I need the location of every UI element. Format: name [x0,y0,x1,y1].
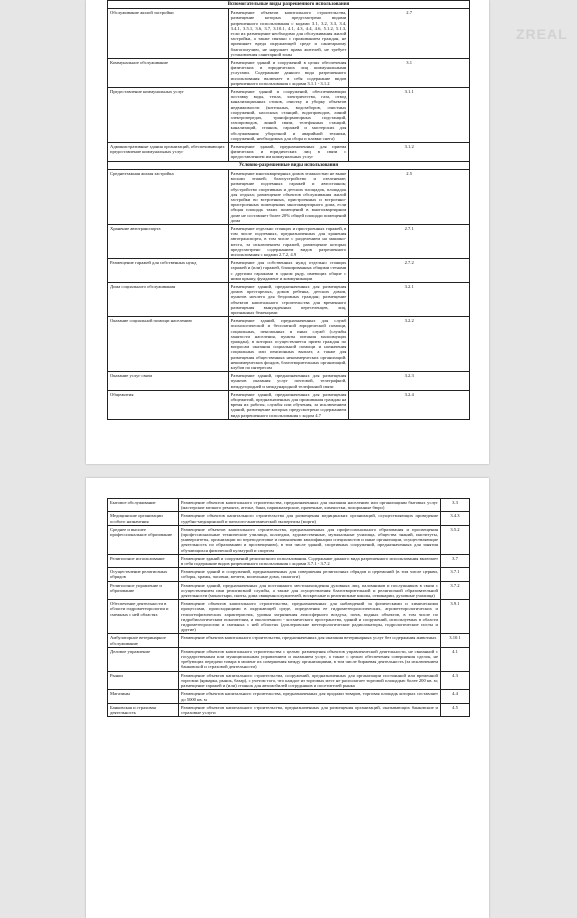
land-use-description: Размещение объектов капитального строительства с целью: размещения объектов управленческой деятельности, не связанной с государственным или муниципальным управлением и оказанием услуг, а также с целью обеспечения совершения сделок, не требующих передачи товара в момент их совершения между организациями, в том числе биржевая деятельность (за исключением банковской и страховой деятельности) [179,647,441,671]
land-use-description: Размещение зданий, предназначенных для размещения пунктов оказания услуг почтовой, телеграфной, междугородней и международной телефонной связи [228,372,349,391]
land-use-name: Осуществление религиозных обрядов [108,568,179,581]
table-row [108,512,470,525]
table-row [108,224,470,258]
land-use-code: 3.7.2 [441,581,470,600]
table-row [108,88,470,143]
table-row [108,703,470,716]
land-use-description: Размещение объектов капитального строительства для размещения медицинских организаций, осуществляющих проведение судебно-медицинской и патолого-анатомической экспертизы (морги) [179,512,441,525]
table-row [108,600,470,634]
section-header-row [108,1,470,9]
table-row [108,143,470,162]
land-use-name: Обеспечение деятельности в области гидрометеорологии и смежных с ней областях [108,600,179,634]
land-use-description: Размещение зданий и сооружений в целях обеспечения физических и юридических лиц коммунальными услугами. Содержание данного вида разрешенного использования включает в себя содержание видов разрешенного использования с кодами 3.1.1 - 3.1.2 [228,59,349,88]
land-use-name: Религиозное использование [108,554,179,567]
land-use-description: Размещение зданий и сооружений, предназначенных для совершения религиозных обрядов и церемоний (в том числе церкви, соборы, храмы, часовни, мечети, молельные дома, синагоги) [179,568,441,581]
land-use-name: Среднеэтажная жилая застройка [108,169,229,224]
land-use-code: 3.2.1 [349,282,470,316]
land-use-description: Размещение для собственных нужд отдельно стоящих гаражей и (или) гаражей, блокированных общими стенами с другими гаражами в одном ряду, имеющих общие с ними крышу, фундамент и коммуникации [228,259,349,283]
land-use-description: Размещение объектов капитального строительства, предназначенных для оказания населению или организациям бытовых услуг (мастерские мелкого ремонта, ателье, бани, парикмахерские, прачечные, химчистки, похоронные бюро) [179,499,441,512]
table-row [108,581,470,600]
land-use-name: Медицинские организации особого назначения [108,512,179,525]
land-use-name: Бытовое обслуживание [108,499,179,512]
land-use-code: 4.5 [441,703,470,716]
table-row [108,525,470,554]
land-use-code: 2.7.1 [349,224,470,258]
land-use-name: Религиозное управление и образование [108,581,179,600]
land-use-name: Рынки [108,671,179,690]
land-use-code: 3.1 [349,59,470,88]
land-use-name: Предоставление коммунальных услуг [108,88,229,143]
land-use-code: 4.1 [441,647,470,671]
land-use-description: Размещение отдельно стоящих и пристроенных гаражей, в том числе подземных, предназначенных для хранения автотранспорта, в том числе с разделением на машино-места, за исключением гаражей, размещение которых предусмотрено содержанием видов разрешенного использования с кодами 2.7.2, 4.9 [228,224,349,258]
land-use-code: 3.3 [441,499,470,512]
table-row [108,554,470,567]
land-use-code: 2.7.2 [349,259,470,283]
land-use-code: 2.5 [349,169,470,224]
land-use-table-part-1 [107,0,470,420]
land-use-code: 3.2.3 [349,372,470,391]
land-use-name: Обслуживание жилой застройки [108,9,229,59]
land-use-code: 3.4.3 [441,512,470,525]
land-use-name: Среднее и высшее профессиональное образование [108,525,179,554]
land-use-description: Размещение зданий, предназначенных для размещения общежитий, предназначенных для проживания граждан на время их работы, службы или обучения, за исключением зданий, размещение которых предусмотрено содержанием вида разрешенного использования с кодом 4.7 [228,390,349,419]
land-use-name: Общежития [108,390,229,419]
land-use-description: Размещение объектов капитального строительства, размещение которых предусмотрено видами разрешенного использования с кодами 3.1, 3.2, 3.3, 3.4, 3.4.1, 3.5.1, 3.6, 3.7, 3.10.1, 4.1, 4.3, 4.4, 4.6, 5.1.2, 5.1.3, если их размещение необходимо для обслуживания жилой застройки, а также связано с проживанием граждан, не причиняет вреда окружающей среде и санитарному благополучию, не нарушает права жителей, не требует установления санитарной зоны [228,9,349,59]
land-use-code: 3.9.1 [441,600,470,634]
land-use-name: Размещение гаражей для собственных нужд [108,259,229,283]
land-use-code: 3.1.1 [349,88,470,143]
land-use-code: 3.7 [441,554,470,567]
table-row [108,634,470,647]
land-use-name: Деловое управление [108,647,179,671]
land-use-code: 4.4 [441,690,470,703]
table-row [108,671,470,690]
land-use-name: Хранение автотранспорта [108,224,229,258]
land-use-description: Размещение зданий и сооружений, обеспечивающих поставку воды, тепла, электричества, газа, отвод канализационных стоков, очистку и уборку объектов недвижимости (котельных, водозаборов, очистных сооружений, насосных станций, водопроводов, линий электропередач, трансформаторных подстанций, газопроводов, линий связи, телефонных станций, канализаций, стоянок, гаражей и мастерских для обслуживания уборочной и аварийной техники, сооружений, необходимых для сбора и плавки снега) [228,88,349,143]
land-use-description: Размещение зданий, предназначенных для постоянного местонахождения духовных лиц, паломников и послушников в связи с осуществлением ими религиозной службы, а также для осуществления благотворительной и религиозной образовательной деятельности (монастыри, скиты, дома священнослужителей, воскресные и религиозные школы, семинарии, духовные училища) [179,581,441,600]
land-use-code: 3.2.4 [349,390,470,419]
land-use-code: 3.10.1 [441,634,470,647]
land-use-name: Коммунальное обслуживание [108,59,229,88]
land-use-code: 3.1.2 [349,143,470,162]
land-use-name: Административные здания организаций, обеспечивающих предоставление коммунальных услуг [108,143,229,162]
land-use-description: Размещение объектов капитального строительства, предназначенных для оказания ветеринарных услуг без содержания животных [179,634,441,647]
land-use-name: Оказание услуг связи [108,372,229,391]
table-row [108,390,470,419]
table-row [108,282,470,316]
land-use-name: Дома социального обслуживания [108,282,229,316]
land-use-description: Размещение объектов капитального строительства, сооружений, предназначенных для организации постоянной или временной торговли (ярмарка, рынок, базар), с учетом того, что каждое из торговых мест не располагает торговой площадью более 200 кв. м; размещение гаражей и (или) стоянок для автомобилей сотрудников и посетителей рынка [179,671,441,690]
land-use-description: Размещение многоквартирных домов этажностью не выше восьми этажей; благоустройство и озеленение; размещение подземных гаражей и автостоянок; обустройство спортивных и детских площадок, площадок для отдыха; размещение объектов обслуживания жилой застройки во встроенных, пристроенных и встроенно-пристроенных помещениях многоквартирного дома, если общая площадь таких помещений в многоквартирном доме не составляет более 20% общей площади помещений дома [228,169,349,224]
document-page-2 [86,478,489,918]
table-row [108,690,470,703]
table-row [108,259,470,283]
table-row [108,372,470,391]
land-use-description: Размещение объектов капитального строительства, предназначенных для наблюдений за физическими и химическими процессами, происходящими в окружающей среде, определения ее гидрометеорологических, агрометеорологических и гелиогеофизических характеристик, уровня загрязнения атмосферного воздуха, почв, водных объектов, в том числе по гидробиологическим показателям, и околоземного - космического пространства, зданий и сооружений, используемых в области гидрометеорологии и смежных с ней областях (доплеровские метеорологические радиолокаторы, гидрологические посты и другие) [179,600,441,634]
land-use-description: Размещение зданий, предназначенных для приема физических и юридических лиц в связи с предоставлением им коммунальных услуг [228,143,349,162]
land-use-code: 3.7.1 [441,568,470,581]
land-use-code: 2.7 [349,9,470,59]
land-use-description: Размещение объектов капитального строительства, предназначенных для размещения организаций, оказывающих банковские и страховые услуги [179,703,441,716]
land-use-description: Размещение зданий, предназначенных для служб психологической и бесплатной юридической помощи, социальных, пенсионных и иных служб (службы занятости населения, пункты питания малоимущих граждан), в которых осуществляется прием граждан по вопросам оказания социальной помощи и назначения социальных или пенсионных выплат, а также для размещения общественных некоммерческих организаций: некоммерческих фондов, благотворительных организаций, клубов по интересам [228,317,349,372]
table-row [108,169,470,224]
land-use-name: Магазины [108,690,179,703]
table-row [108,647,470,671]
table-row [108,317,470,372]
land-use-code: 3.2.2 [349,317,470,372]
land-use-description: Размещение зданий и сооружений религиозного использования. Содержание данного вида разрешенного использования включает в себя содержание видов разрешенного использования с кодами 3.7.1 - 3.7.2 [179,554,441,567]
section-header-row [108,161,470,169]
land-use-description: Размещение объектов капитального строительства, предназначенных для профессионального образования и просвещения (профессиональные технические училища, колледжи, художественные, музыкальные училища, общества знаний, институты, университеты, организации по переподготовке и повышению квалификации специалистов и иные организации, осуществляющие деятельность по образованию и просвещению), в том числе зданий, спортивных сооружений, предназначенных для занятия обучающихся физической культурой и спортом [179,525,441,554]
table-row [108,499,470,512]
watermark-logo: ZREAL [516,26,568,42]
section-title-conditional: Условно-разрешенные виды использования [108,161,470,169]
land-use-code: 4.3 [441,671,470,690]
table-row [108,9,470,59]
land-use-code: 3.5.2 [441,525,470,554]
land-use-description: Размещение зданий, предназначенных для размещения домов престарелых, домов ребенка, детских домов, пунктов ночлега для бездомных граждан; размещение объектов капитального строительства для временного размещения вынужденных переселенцев, лиц, признанных беженцами [228,282,349,316]
land-use-name: Банковская и страховая деятельность [108,703,179,716]
land-use-description: Размещение объектов капитального строительства, предназначенных для продажи товаров, торговая площадь которых составляет до 5000 кв. м [179,690,441,703]
land-use-name: Оказание социальной помощи населению [108,317,229,372]
land-use-table-part-2 [107,498,470,717]
document-page-1 [86,0,568,464]
table-row [108,59,470,88]
land-use-name: Амбулаторное ветеринарное обслуживание [108,634,179,647]
table-row [108,568,470,581]
section-title-auxiliary: Вспомогательные виды разрешенного использования [108,1,470,9]
